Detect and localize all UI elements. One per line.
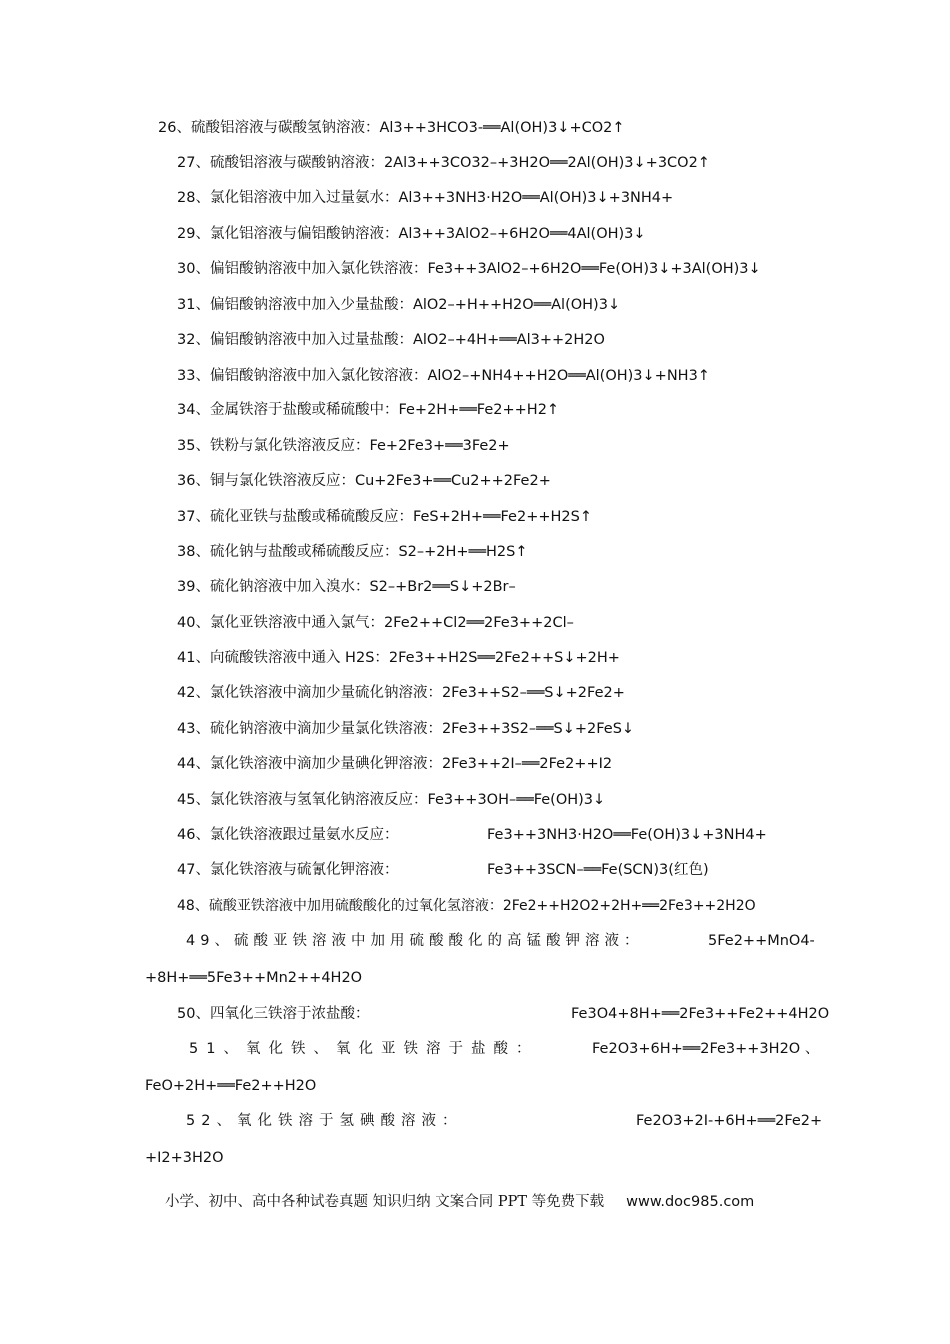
equation-line-36: 36、铜与氯化铁溶液反应：Cu+2Fe3+══Cu2++2Fe2+ — [177, 473, 551, 489]
equation-line-49-continued: +8H+══5Fe3++Mn2++4H2O — [145, 970, 363, 986]
equation-line-50-formula: Fe3O4+8H+══2Fe3++Fe2++4H2O — [571, 1006, 830, 1022]
equation-line-51-continued: FeO+2H+══Fe2++H2O — [145, 1078, 317, 1094]
equation-line-43: 43、硫化钠溶液中滴加少量氯化铁溶液：2Fe3++3S2–══S↓+2FeS↓ — [177, 721, 635, 737]
footer-url[interactable]: www.doc985.com — [626, 1194, 755, 1210]
equation-line-28: 28、氯化铝溶液中加入过量氨水：Al3++3NH3·H2O══Al(OH)3↓+3NH4+ — [177, 190, 674, 206]
equation-line-26: 26、硫酸铝溶液与碳酸氢钠溶液：Al3++3HCO3-══Al(OH)3↓+CO2↑ — [158, 120, 625, 136]
equation-line-47-formula: Fe3++3SCN–══Fe(SCN)3(红色) — [487, 862, 709, 878]
footer-text: 小学、初中、高中各种试卷真题 知识归纳 文案合同 PPT 等免费下载 — [165, 1194, 605, 1210]
equation-line-46-formula: Fe3++3NH3·H2O══Fe(OH)3↓+3NH4+ — [487, 827, 767, 843]
equation-line-31: 31、偏铝酸钠溶液中加入少量盐酸：AlO2–+H++H2O══Al(OH)3↓ — [177, 297, 621, 313]
equation-line-49-formula: 5Fe2++MnO4- — [708, 933, 815, 949]
equation-line-46-label: 46、氯化铁溶液跟过量氨水反应： — [177, 827, 399, 843]
equation-line-39: 39、硫化钠溶液中加入溴水：S2–+Br2══S↓+2Br– — [177, 579, 516, 595]
equation-line-51-label: 51、氧化铁、氧化亚铁溶于盐酸： — [189, 1041, 539, 1057]
equation-line-38: 38、硫化钠与盐酸或稀硫酸反应：S2–+2H+══H2S↑ — [177, 544, 528, 560]
equation-line-30: 30、偏铝酸钠溶液中加入氯化铁溶液：Fe3++3AlO2–+6H2O══Fe(OH)3↓+3Al(OH)3↓ — [177, 261, 761, 277]
equation-line-29: 29、氯化铝溶液与偏铝酸钠溶液：Al3++3AlO2–+6H2O══4Al(OH)3↓ — [177, 226, 646, 242]
equation-line-50-label: 50、四氧化三铁溶于浓盐酸： — [177, 1006, 370, 1022]
equation-line-49-label: 49、硫酸亚铁溶液中加用硫酸酸化的高锰酸钾溶液： — [186, 933, 644, 949]
equation-line-34: 34、金属铁溶于盐酸或稀硫酸中：Fe+2H+══Fe2++H2↑ — [177, 402, 560, 418]
equation-line-51-formula: Fe2O3+6H+══2Fe3++3H2O 、 — [592, 1041, 820, 1057]
equation-line-35: 35、铁粉与氯化铁溶液反应：Fe+2Fe3+══3Fe2+ — [177, 438, 510, 454]
equation-line-41: 41、向硫酸铁溶液中通入 H2S：2Fe3++H2S══2Fe2++S↓+2H+ — [177, 650, 620, 666]
equation-line-27: 27、硫酸铝溶液与碳酸钠溶液：2Al3++3CO32–+3H2O══2Al(OH)3↓+3CO2↑ — [177, 155, 710, 171]
equation-line-48: 48、硫酸亚铁溶液中加用硫酸酸化的过氧化氢溶液：2Fe2++H2O2+2H+══2Fe3++2H2O — [177, 898, 756, 914]
equation-line-33: 33、偏铝酸钠溶液中加入氯化铵溶液：AlO2–+NH4++H2O══Al(OH)3↓+NH3↑ — [177, 368, 710, 384]
equation-line-47-label: 47、氯化铁溶液与硫氰化钾溶液： — [177, 862, 399, 878]
equation-line-40: 40、氯化亚铁溶液中通入氯气：2Fe2++Cl2══2Fe3++2Cl– — [177, 615, 574, 631]
equation-line-45: 45、氯化铁溶液与氢氧化钠溶液反应：Fe3++3OH–══Fe(OH)3↓ — [177, 792, 606, 808]
equation-line-52-continued: +I2+3H2O — [145, 1150, 224, 1166]
equation-line-37: 37、硫化亚铁与盐酸或稀硫酸反应：FeS+2H+══Fe2++H2S↑ — [177, 509, 592, 525]
equation-line-32: 32、偏铝酸钠溶液中加入过量盐酸：AlO2–+4H+══Al3++2H2O — [177, 332, 605, 348]
equation-line-52-label: 52、氧化铁溶于氢碘酸溶液： — [186, 1113, 463, 1129]
page-footer — [165, 1190, 754, 1211]
equation-line-44: 44、氯化铁溶液中滴加少量碘化钾溶液：2Fe3++2I–══2Fe2++I2 — [177, 756, 613, 772]
equation-line-52-formula: Fe2O3+2I-+6H+══2Fe2+ — [636, 1113, 823, 1129]
equation-line-42: 42、氯化铁溶液中滴加少量硫化钠溶液：2Fe3++S2–══S↓+2Fe2+ — [177, 685, 625, 701]
